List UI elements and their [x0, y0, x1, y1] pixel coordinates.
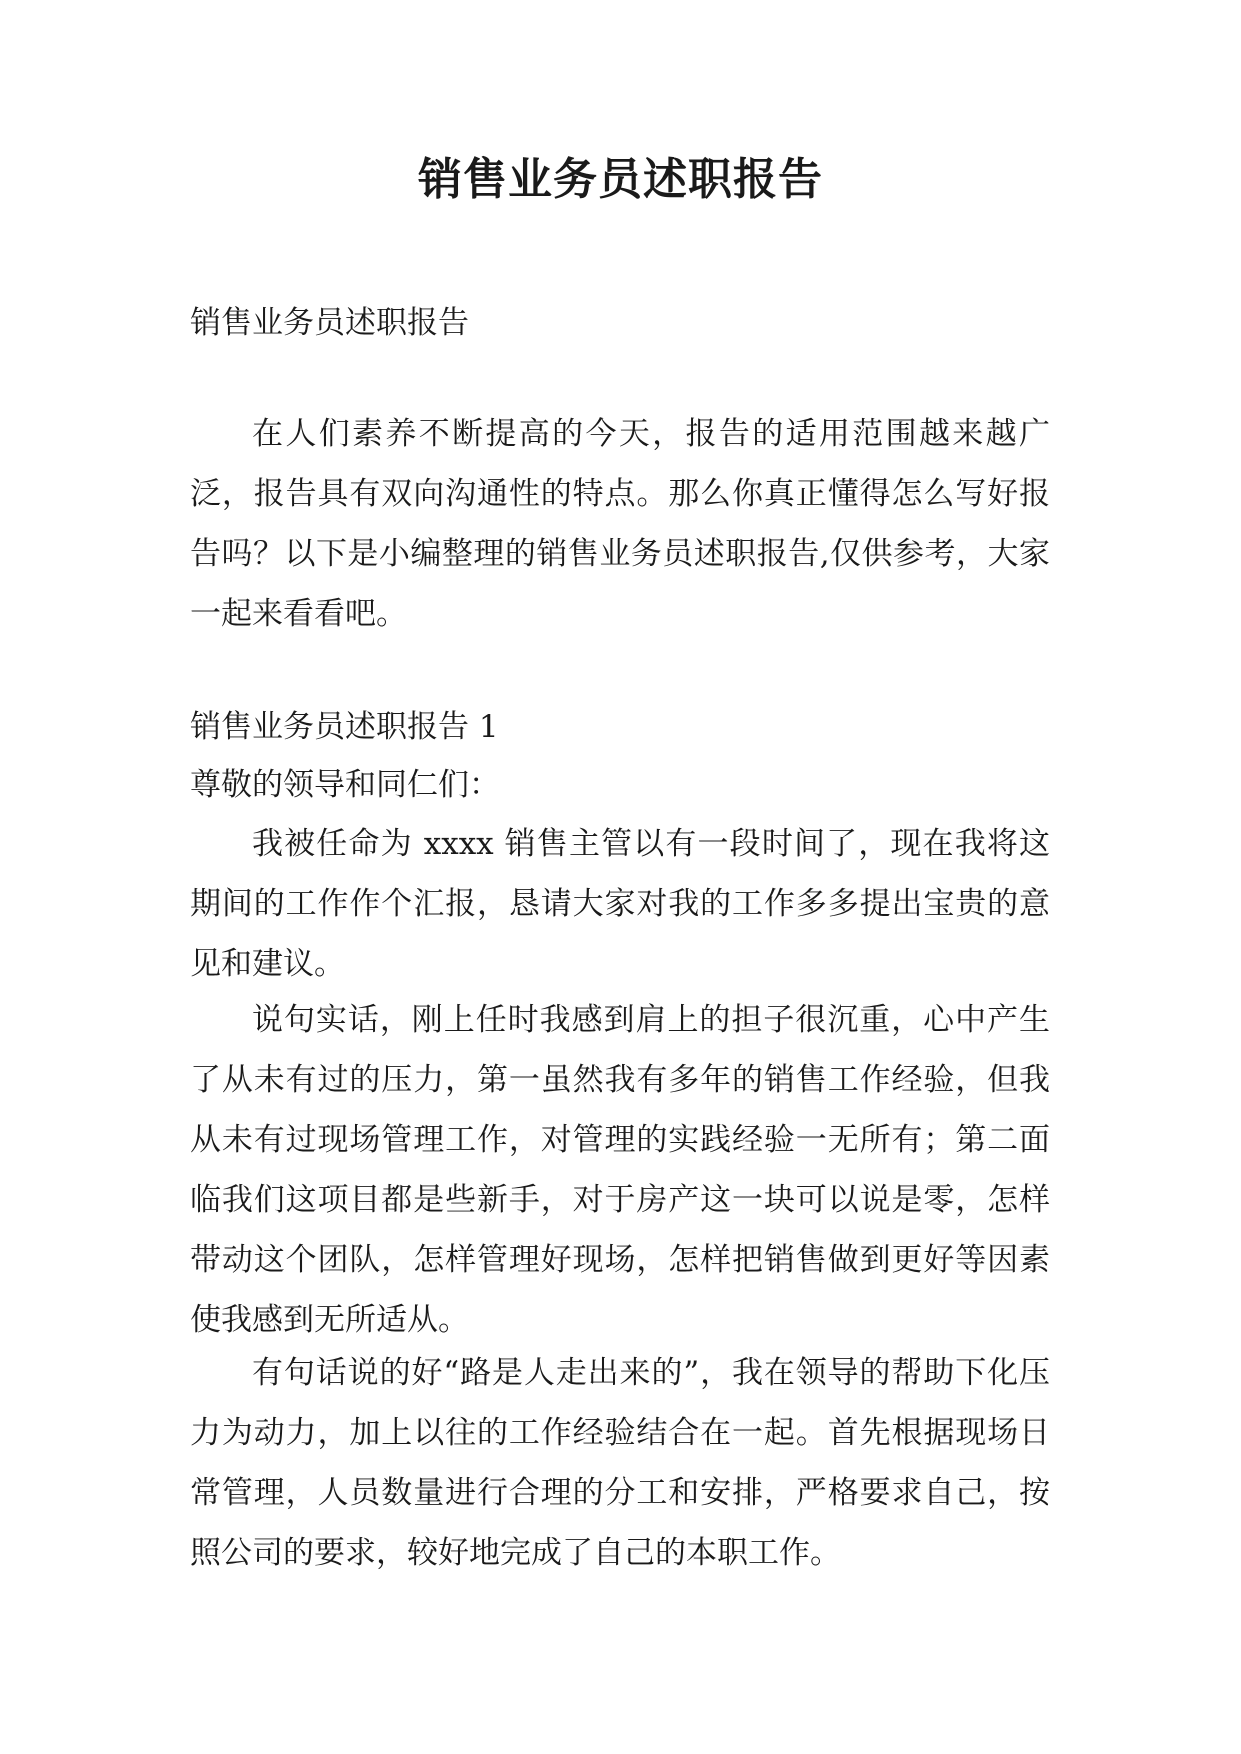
salutation: 尊敬的领导和同仁们：	[190, 767, 500, 803]
document-subtitle: 销售业务员述职报告	[190, 305, 469, 341]
section-heading: 销售业务员述职报告 1	[190, 709, 499, 745]
document-title: 销售业务员述职报告	[418, 154, 823, 205]
body-paragraph-1: 我被任命为 xxxx 销售主管以有一段时间了，现在我将这期间的工作作个汇报，恳请大家对我的工作多多提出宝贵的意见和建议。	[190, 826, 1050, 982]
body-paragraph-3: 有句话说的好“路是人走出来的”，我在领导的帮助下化压力为动力，加上以往的工作经验结合在一起。首先根据现场日常管理，人员数量进行合理的分工和安排，严格要求自己，按照公司的要求，较好地完成了自己的本职工作。	[190, 1355, 1050, 1571]
intro-paragraph: 在人们素养不断提高的今天，报告的适用范围越来越广泛，报告具有双向沟通性的特点。那么你真正懂得怎么写好报告吗？以下是小编整理的销售业务员述职报告,仅供参考，大家一起来看看吧。	[190, 416, 1050, 632]
body-paragraph-2: 说句实话，刚上任时我感到肩上的担子很沉重，心中产生了从未有过的压力，第一虽然我有多年的销售工作经验，但我从未有过现场管理工作，对管理的实践经验一无所有；第二面临我们这项目都是些新手，对于房产这一块可以说是零，怎样带动这个团队，怎样管理好现场，怎样把销售做到更好等因素使我感到无所适从。	[190, 1002, 1050, 1338]
